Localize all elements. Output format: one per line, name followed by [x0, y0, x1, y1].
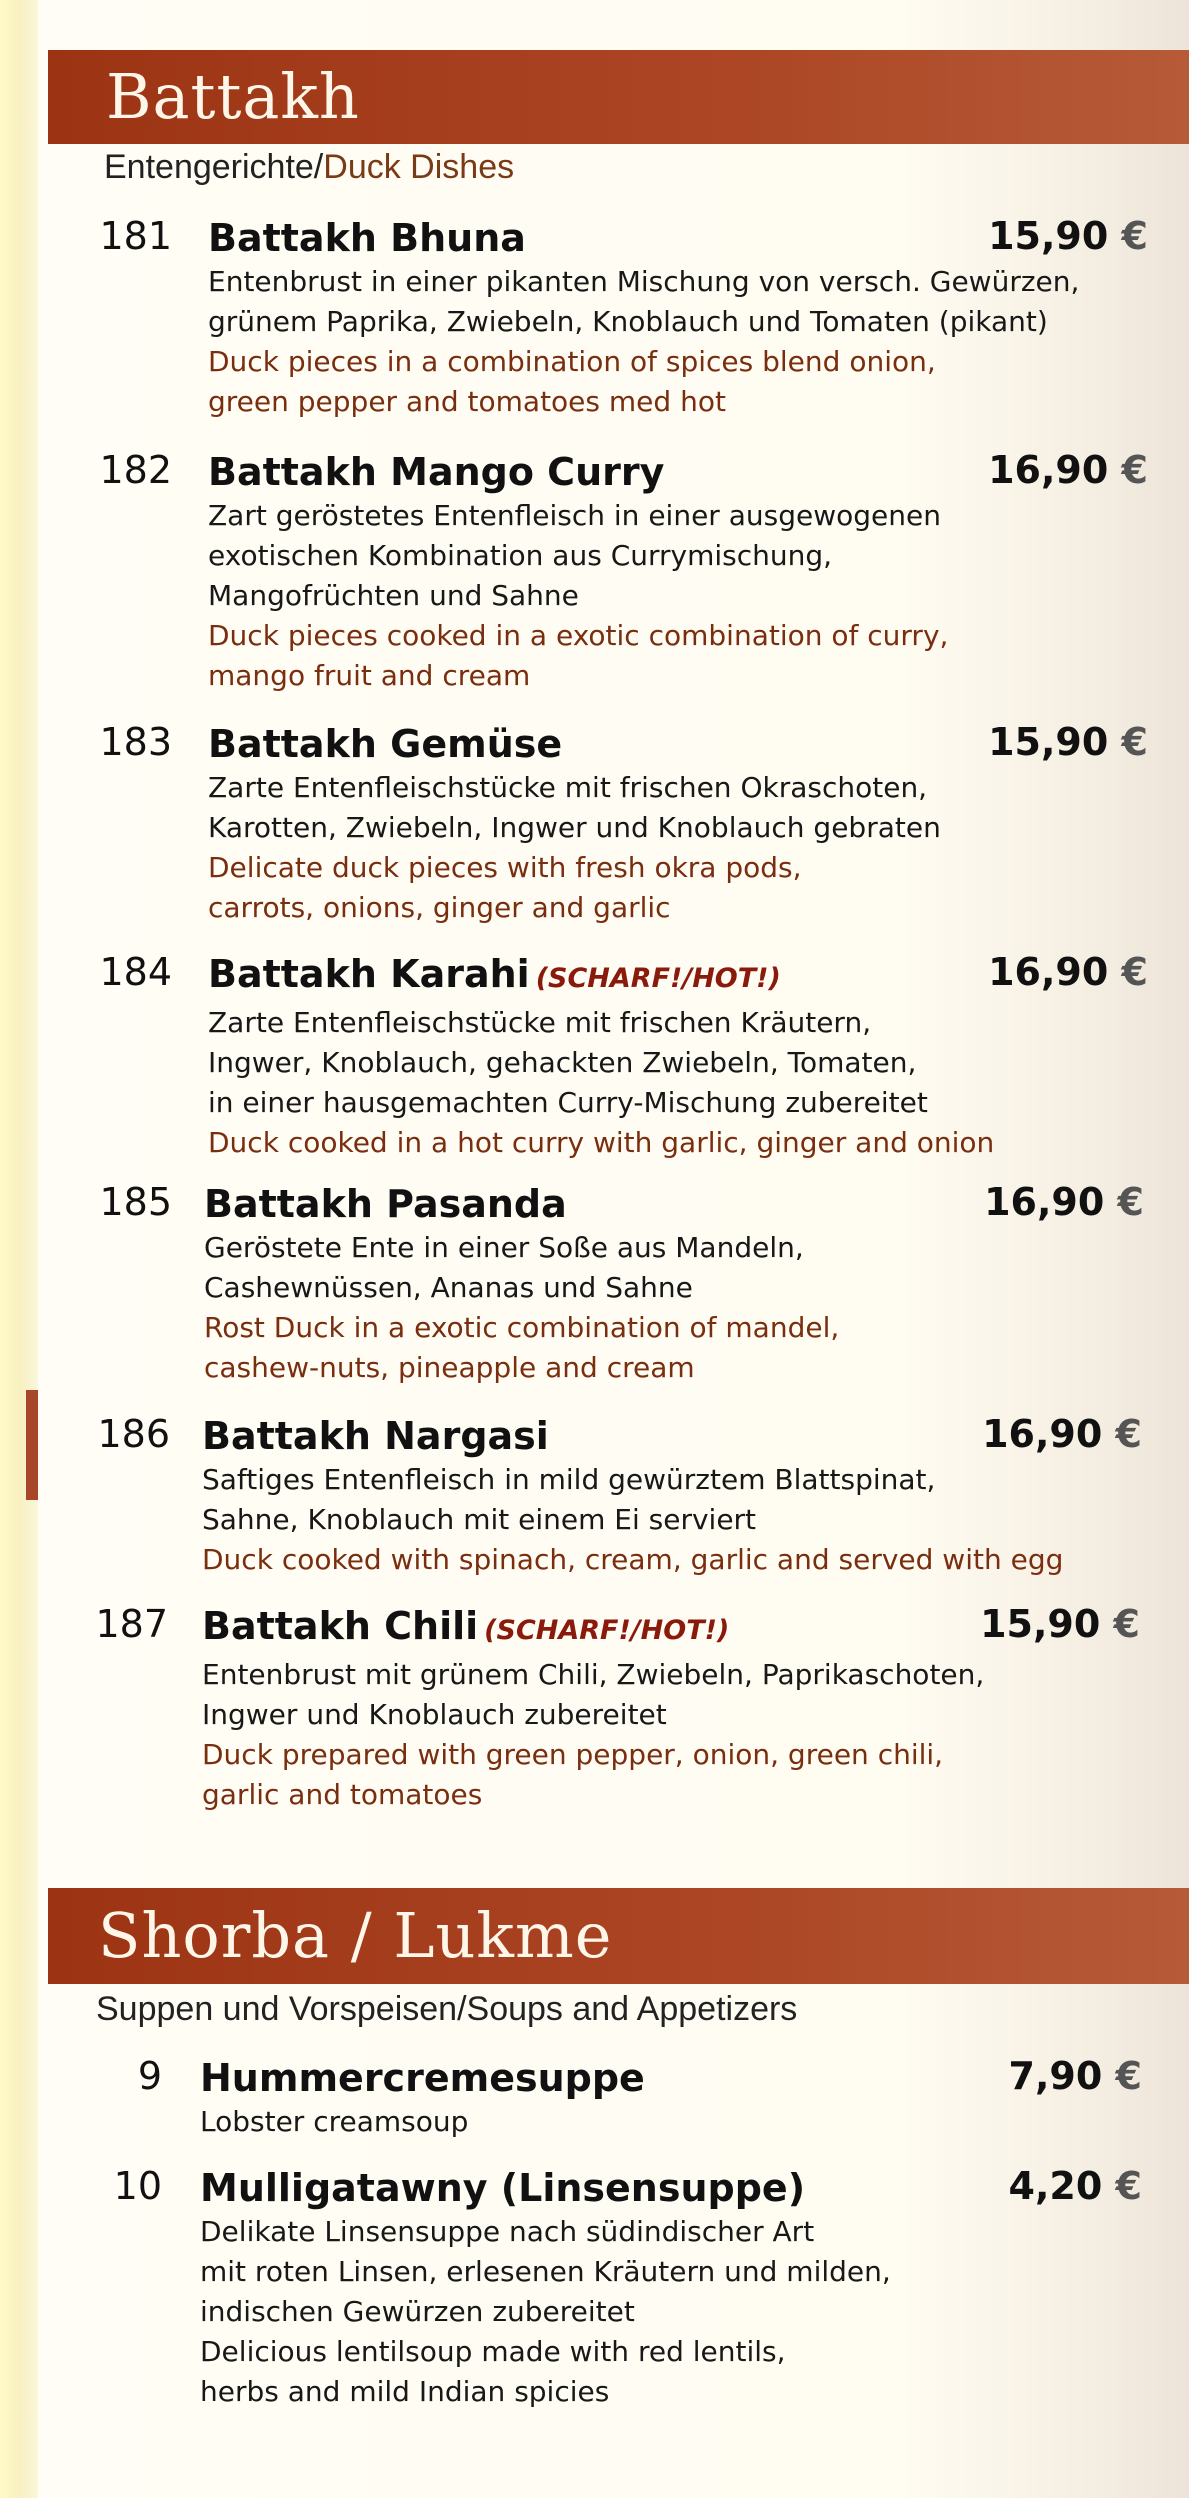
item-name: Hummercremesuppe	[200, 2056, 645, 2100]
item-number: 181	[99, 214, 172, 258]
hot-label: (SCHARF!/HOT!)	[484, 1615, 730, 1646]
item-desc-de: Delikate Linsensuppe nach südindischer Art	[200, 2215, 815, 2248]
item-price	[940, 1602, 1140, 1646]
item-desc-en: cashew-nuts, pineapple and cream	[204, 1351, 695, 1384]
item-desc-de: indischen Gewürzen zubereitet	[200, 2295, 635, 2328]
item-number: 184	[99, 950, 172, 994]
item-name: Battakh Karahi	[208, 952, 530, 996]
item-desc-en: garlic and tomatoes	[202, 1778, 483, 1811]
item-price	[948, 720, 1148, 764]
item-price	[948, 950, 1148, 994]
section-banner-shorba	[48, 1888, 1189, 1984]
item-price	[942, 2054, 1142, 2098]
item-name: Battakh Gemüse	[208, 722, 563, 766]
item-desc-de: Zart geröstetes Entenfleisch in einer ausgewogenen	[208, 499, 941, 532]
subtitle-en: Duck Dishes	[323, 148, 515, 186]
price-value: 16,90	[988, 448, 1109, 492]
currency-symbol: €	[1121, 448, 1148, 492]
subtitle-de: Entengerichte/	[104, 148, 324, 186]
item-number: 182	[99, 448, 172, 492]
price-value: 16,90	[984, 1180, 1105, 1224]
item-desc-de: Karotten, Zwiebeln, Ingwer und Knoblauch gebraten	[208, 811, 941, 844]
item-desc-en: Duck pieces cooked in a exotic combination of curry,	[208, 619, 949, 652]
item-desc-en: mango fruit and cream	[208, 659, 531, 692]
item-desc-de: Cashewnüssen, Ananas und Sahne	[204, 1271, 693, 1304]
section-subtitle	[104, 148, 514, 187]
item-desc-de: Saftiges Entenfleisch in mild gewürztem Blattspinat,	[202, 1463, 936, 1496]
item-desc-de: mit roten Linsen, erlesenen Kräutern und milden,	[200, 2255, 891, 2288]
item-price	[942, 1412, 1142, 1456]
section-banner-battakh	[48, 50, 1189, 144]
price-value: 15,90	[988, 720, 1109, 764]
currency-symbol: €	[1121, 950, 1148, 994]
currency-symbol: €	[1113, 1602, 1140, 1646]
currency-symbol: €	[1115, 1412, 1142, 1456]
price-value: 15,90	[988, 214, 1109, 258]
item-name: Battakh Chili	[202, 1604, 479, 1648]
price-value: 16,90	[988, 950, 1109, 994]
item-price	[942, 2164, 1142, 2208]
item-desc-de: Sahne, Knoblauch mit einem Ei serviert	[202, 1503, 757, 1536]
item-number: 183	[99, 720, 172, 764]
item-desc-de: Zarte Entenfleischstücke mit frischen Okraschoten,	[208, 771, 928, 804]
item-number: 9	[137, 2054, 162, 2098]
item-desc-en: Duck cooked in a hot curry with garlic, ginger and onion	[208, 1126, 995, 1159]
item-desc-en: Duck prepared with green pepper, onion, green chili,	[202, 1738, 944, 1771]
currency-symbol: €	[1121, 214, 1148, 258]
item-desc-en: carrots, onions, ginger and garlic	[208, 891, 671, 924]
item-desc-de: Mangofrüchten und Sahne	[208, 579, 579, 612]
price-value: 16,90	[982, 1412, 1103, 1456]
item-number: 186	[97, 1412, 170, 1456]
page-edge	[0, 0, 38, 2498]
section-title: Battakh	[106, 60, 360, 133]
item-desc-en: Duck pieces in a combination of spices blend onion,	[208, 345, 936, 378]
price-value: 7,90	[1008, 2054, 1103, 2098]
item-desc-en: Duck cooked with spinach, cream, garlic and served with egg	[202, 1543, 1064, 1576]
item-price	[944, 1180, 1144, 1224]
section-title: Shorba / Lukme	[98, 1899, 613, 1972]
price-value: 15,90	[980, 1602, 1101, 1646]
item-desc-de: Ingwer und Knoblauch zubereitet	[202, 1698, 667, 1731]
item-desc-de: herbs and mild Indian spicies	[200, 2375, 610, 2408]
item-desc-de: Entenbrust mit grünem Chili, Zwiebeln, Paprikaschoten,	[202, 1658, 985, 1691]
item-desc-de: Zarte Entenfleischstücke mit frischen Kräutern,	[208, 1006, 872, 1039]
item-desc-de: Geröstete Ente in einer Soße aus Mandeln,	[204, 1231, 804, 1264]
item-desc-de: exotischen Kombination aus Currymischung,	[208, 539, 833, 572]
item-number: 10	[113, 2164, 162, 2208]
currency-symbol: €	[1115, 2054, 1142, 2098]
item-desc-de: in einer hausgemachten Curry-Mischung zubereitet	[208, 1086, 928, 1119]
item-price	[948, 448, 1148, 492]
hot-label: (SCHARF!/HOT!)	[535, 963, 781, 994]
section-subtitle	[96, 1990, 797, 2029]
item-name: Battakh Mango Curry	[208, 450, 665, 494]
item-desc-en: Rost Duck in a exotic combination of mandel,	[204, 1311, 840, 1344]
item-name: Battakh Bhuna	[208, 216, 526, 260]
item-number: 187	[95, 1602, 168, 1646]
currency-symbol: €	[1117, 1180, 1144, 1224]
item-desc-en: green pepper and tomatoes med hot	[208, 385, 726, 418]
item-name: Battakh Pasanda	[204, 1182, 567, 1226]
edge-mark	[26, 1390, 38, 1500]
item-desc-de: Ingwer, Knoblauch, gehackten Zwiebeln, Tomaten,	[208, 1046, 917, 1079]
price-value: 4,20	[1008, 2164, 1103, 2208]
item-desc-de: Delicious lentilsoup made with red lentils,	[200, 2335, 786, 2368]
item-desc-en: Lobster creamsoup	[200, 2105, 469, 2138]
item-name: Mulligatawny (Linsensuppe)	[200, 2166, 806, 2210]
item-desc-de: Entenbrust in einer pikanten Mischung von versch. Gewürzen,	[208, 265, 1080, 298]
item-name: Battakh Nargasi	[202, 1414, 549, 1458]
item-desc-de: grünem Paprika, Zwiebeln, Knoblauch und Tomaten (pikant)	[208, 305, 1048, 338]
item-price	[948, 214, 1148, 258]
item-desc-en: Delicate duck pieces with fresh okra pods,	[208, 851, 802, 884]
currency-symbol: €	[1115, 2164, 1142, 2208]
currency-symbol: €	[1121, 720, 1148, 764]
item-number: 185	[99, 1180, 172, 1224]
subtitle-de: Suppen und Vorspeisen/Soups and Appetizers	[96, 1990, 798, 2028]
